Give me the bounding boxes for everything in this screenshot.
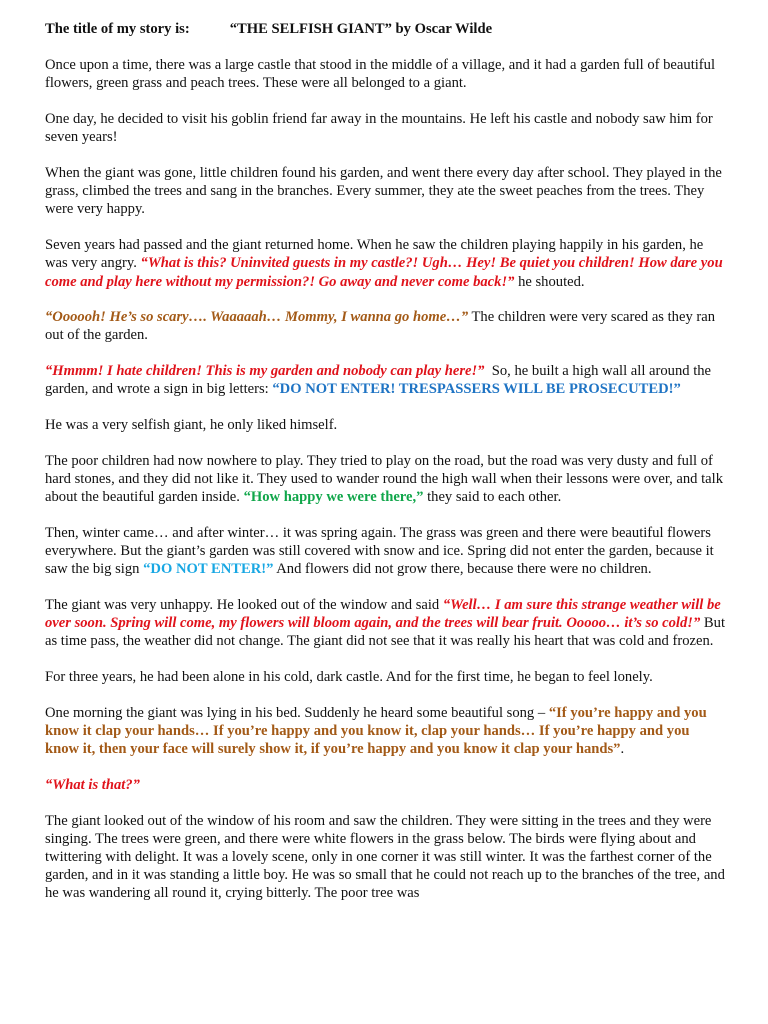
paragraph-8 (45, 452, 725, 507)
paragraph-6-text: So, he built a high wall all around the garden, and wrote a sign in big letters: (45, 363, 712, 398)
giant-quote-what: “What is that?” (45, 776, 140, 793)
paragraph-9-text: Then, winter came… and after winter… it was spring again. The grass was green and there were beautiful flowers everywhere. But the giant’s garden was still covered with snow and ice. Spring did not enter the garden, because it saw the big sign (45, 524, 714, 578)
paragraph-4-after: he shouted. (518, 273, 585, 290)
paragraph-9-after: And flowers did not grow there, because there were no children. (276, 561, 652, 578)
paragraph-10 (45, 596, 725, 651)
story-title: “THE SELFISH GIANT” by Oscar Wilde (229, 21, 493, 37)
paragraph-12-after: . (620, 741, 625, 758)
giant-quote-hate: “Hmmm! I hate children! This is my garden and nobody can play here!” (45, 363, 485, 380)
sign-do-not-enter: “DO NOT ENTER!” (143, 561, 274, 578)
paragraph-4 (45, 236, 725, 291)
paragraph-9 (45, 524, 725, 579)
paragraph-12 (45, 704, 725, 759)
children-song: “If you’re happy and you know it clap your hands… If you’re happy and you know it, clap your hands… If you’re happy and you know it, then your face will surely show it, if you’re happy and you know it clap your hands” (45, 704, 707, 758)
story-content (45, 20, 725, 920)
paragraph-7: He was a very selfish giant, he only liked himself. (45, 417, 338, 434)
paragraph-5 (45, 308, 725, 344)
paragraph-14: The giant looked out of the window of his room and saw the children. They were sitting in the trees and they were singing. The trees were green, and there were white flowers in the grass below. The birds were flying about and twittering with delight. It was a lovely scene, only in one corner it was still winter. It was the farthest corner of the garden, and in it was standing a little boy. He was so small that he could not reach up to the branches of the tree, and he was wandering all round it, crying bitterly. The poor tree was (45, 812, 725, 902)
story-title-line (45, 20, 725, 38)
children-quote-scared: “Oooooh! He’s so scary…. Waaaaah… Mommy, I wanna go home…” (45, 309, 469, 326)
paragraph-4-text: Seven years had passed and the giant returned home. When he saw the children playing happily in his garden, he was very angry. (45, 237, 704, 272)
paragraph-8-after: they said to each other. (427, 489, 562, 506)
paragraph-6 (45, 362, 725, 398)
paragraph-2: One day, he decided to visit his goblin friend far away in the mountains. He left his castle and nobody saw him for seven years! (45, 111, 713, 146)
sign-trespassers: “DO NOT ENTER! TRESPASSERS WILL BE PROSECUTED!” (272, 381, 681, 398)
paragraph-10-after: But as time pass, the weather did not change. The giant did not see that it was really his heart that was cold and frozen. (45, 615, 726, 650)
paragraph-3: When the giant was gone, little children found his garden, and went there every day after school. They played in the grass, climbed the trees and sang in the branches. Every summer, they ate the sweet peaches from the trees. They were very happy. (45, 165, 722, 218)
paragraph-5-after: The children were very scared as they ran out of the garden. (45, 309, 716, 344)
paragraph-8-text: The poor children had now nowhere to play. They tried to play on the road, but the road was very dusty and full of hard stones, and they did not like it. They used to wander round the high wall when their lessons were over, and talk about the beautiful garden inside. (45, 452, 724, 506)
giant-quote-angry: “What is this? Uninvited guests in my castle?! Ugh… Hey! Be quiet you children! How dare you come and play here without my permission?! Go away and never come back!” (45, 255, 723, 290)
giant-quote-weather: “Well… I am sure this strange weather will be over soon. Spring will come, my flowers will bloom again, and the trees will bear fruit. Ooooo… it’s so cold!” (45, 596, 721, 632)
paragraph-10-text: The giant was very unhappy. He looked out of the window and said (45, 596, 440, 613)
paragraph-11: For three years, he had been alone in his cold, dark castle. And for the first time, he began to feel lonely. (45, 669, 653, 686)
paragraph-1: Once upon a time, there was a large castle that stood in the middle of a village, and it had a garden full of beautiful flowers, green grass and peach trees. These were all belonged to a giant. (45, 57, 716, 92)
paragraph-12-text: One morning the giant was lying in his bed. Suddenly he heard some beautiful song – (45, 704, 546, 721)
children-quote-happy: “How happy we were there,” (243, 489, 424, 506)
title-label: The title of my story is: (45, 21, 190, 37)
